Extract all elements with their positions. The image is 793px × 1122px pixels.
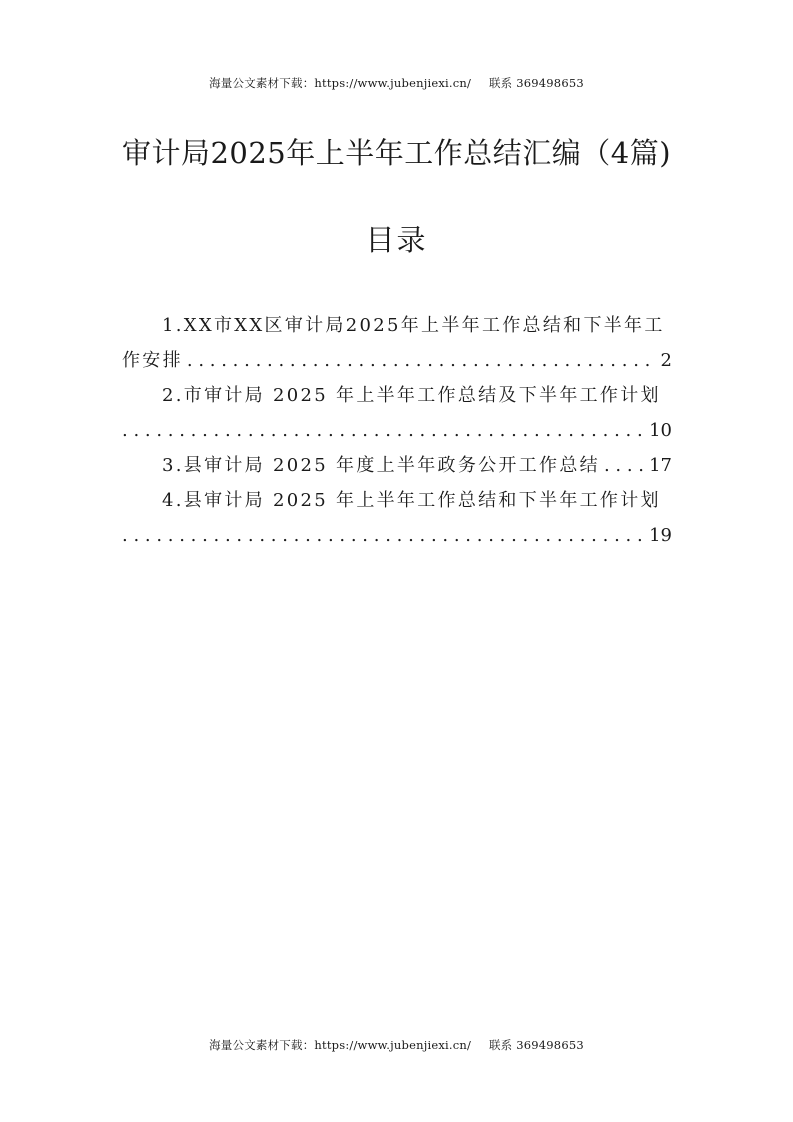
toc-entry-3-page-number: 17 bbox=[649, 455, 672, 476]
page-header bbox=[0, 75, 793, 91]
header-source-text: 海量公文素材下载：https://www.jubenjiexi.cn/ bbox=[209, 76, 472, 90]
toc-entry-3[interactable] bbox=[122, 448, 672, 483]
toc-entry-4-dot-leader bbox=[122, 518, 645, 553]
toc-entry-1-dot-leader bbox=[187, 343, 656, 378]
toc-entry-2-title-line bbox=[122, 378, 672, 413]
toc-entry-4[interactable] bbox=[122, 483, 672, 553]
toc-entry-3-dot-leader bbox=[604, 448, 645, 483]
toc-entry-4-title-line bbox=[122, 483, 672, 518]
toc-entry-2-dot-leader bbox=[122, 413, 645, 448]
toc-entry-2-title: 2.市审计局 2025 年上半年工作总结及下半年工作计划 bbox=[162, 385, 661, 406]
toc-entry-1-title-cont: 作安排 bbox=[122, 350, 183, 371]
toc-entry-1-title-line bbox=[122, 308, 672, 343]
toc-entry-4-title: 4.县审计局 2025 年上半年工作总结和下半年工作计划 bbox=[162, 490, 661, 511]
toc-entry-1-page-line bbox=[122, 343, 672, 378]
toc-entry-4-page-number: 19 bbox=[649, 525, 672, 546]
toc-entry-2[interactable] bbox=[122, 378, 672, 448]
toc-entry-3-title: 3.县审计局 2025 年度上半年政务公开工作总结 bbox=[162, 455, 600, 476]
toc-entry-2-page-line bbox=[122, 413, 672, 448]
document-title: 审计局2025年上半年工作总结汇编（4篇) bbox=[121, 136, 672, 170]
toc-entry-1[interactable] bbox=[122, 308, 672, 378]
header-contact-text: 联系 369498653 bbox=[488, 76, 584, 90]
toc-entry-2-page-number: 10 bbox=[649, 420, 672, 441]
toc-heading: 目录 bbox=[365, 223, 428, 257]
page-footer bbox=[0, 1037, 793, 1053]
toc-entry-3-line bbox=[122, 448, 672, 483]
footer-source-text: 海量公文素材下载：https://www.jubenjiexi.cn/ bbox=[209, 1038, 472, 1052]
footer-contact-text: 联系 369498653 bbox=[488, 1038, 584, 1052]
table-of-contents bbox=[122, 308, 672, 553]
toc-entry-1-page-number: 2 bbox=[660, 350, 672, 371]
toc-entry-4-page-line bbox=[122, 518, 672, 553]
toc-entry-1-title: 1.XX市XX区审计局2025年上半年工作总结和下半年工 bbox=[162, 315, 665, 336]
